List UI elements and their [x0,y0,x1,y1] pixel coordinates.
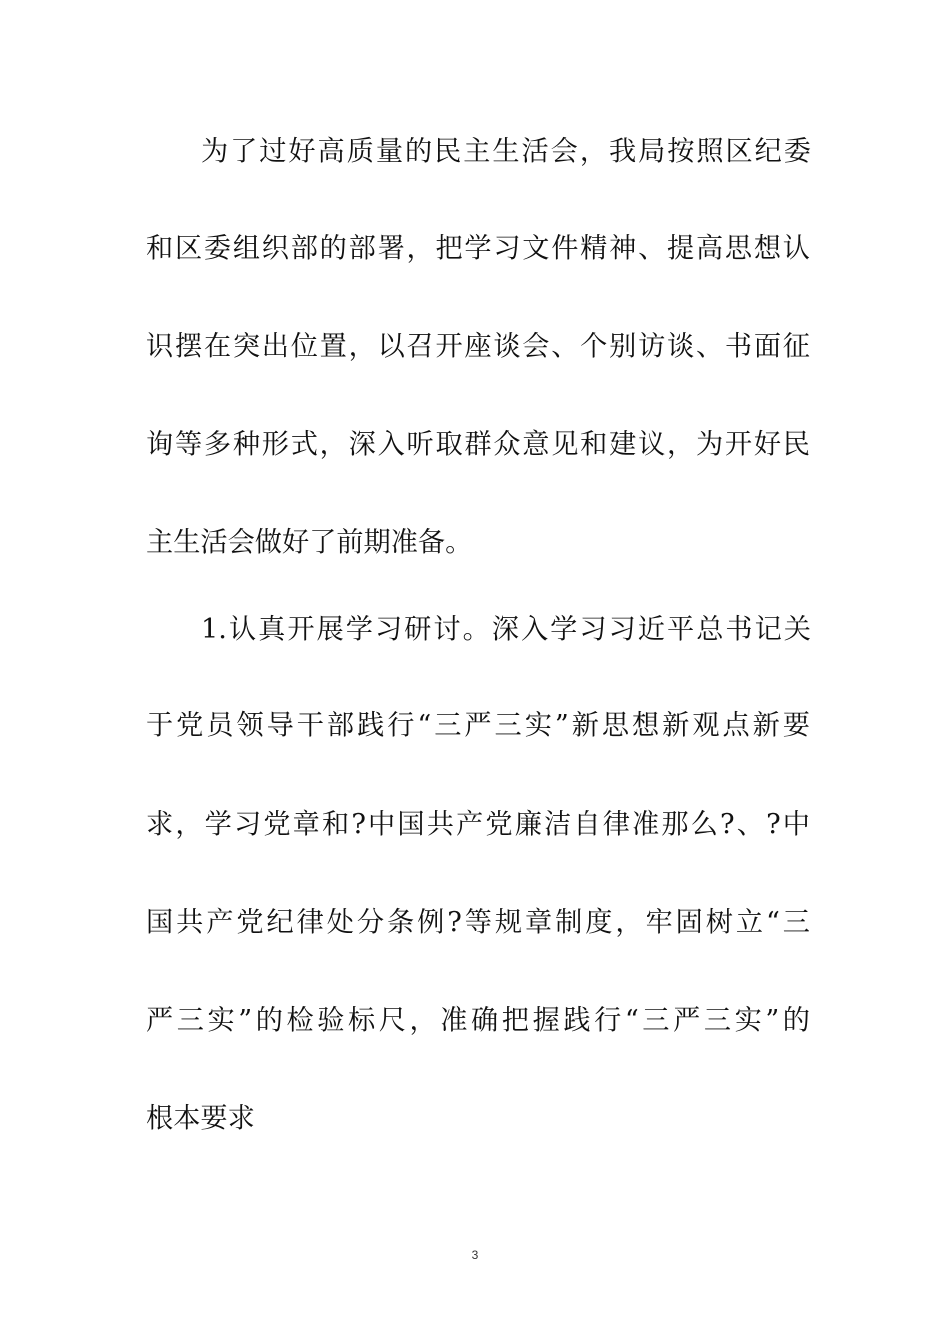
paragraph-line-5: 主生活会做好了前期准备。 [146,527,473,558]
paragraph-line-4: 询等多种形式，深入听取群众意见和建议，为开好民 [146,429,810,460]
list-item-line-3: 求，学习党章和?中国共产党廉洁自律准那么?、?中 [146,809,810,840]
list-item-line-6: 根本要求 [146,1103,255,1134]
paragraph-line-2: 和区委组织部的部署，把学习文件精神、提高思想认 [146,233,810,264]
list-item-line-4: 国共产党纪律处分条例?等规章制度，牢固树立“三 [146,907,810,938]
paragraph-line-1: 为了过好高质量的民主生活会，我局按照区纪委 [201,136,811,167]
paragraph-line-3: 识摆在突出位置，以召开座谈会、个别访谈、书面征 [146,331,810,362]
list-item-line-5: 严三实”的检验标尺，准确把握践行“三严三实”的 [146,1005,810,1036]
list-item-line-2: 于党员领导干部践行“三严三实”新思想新观点新要 [146,710,810,741]
list-item-line-1: 1.认真开展学习研讨。深入学习习近平总书记关 [201,614,811,645]
page-number: 3 [471,1248,479,1262]
